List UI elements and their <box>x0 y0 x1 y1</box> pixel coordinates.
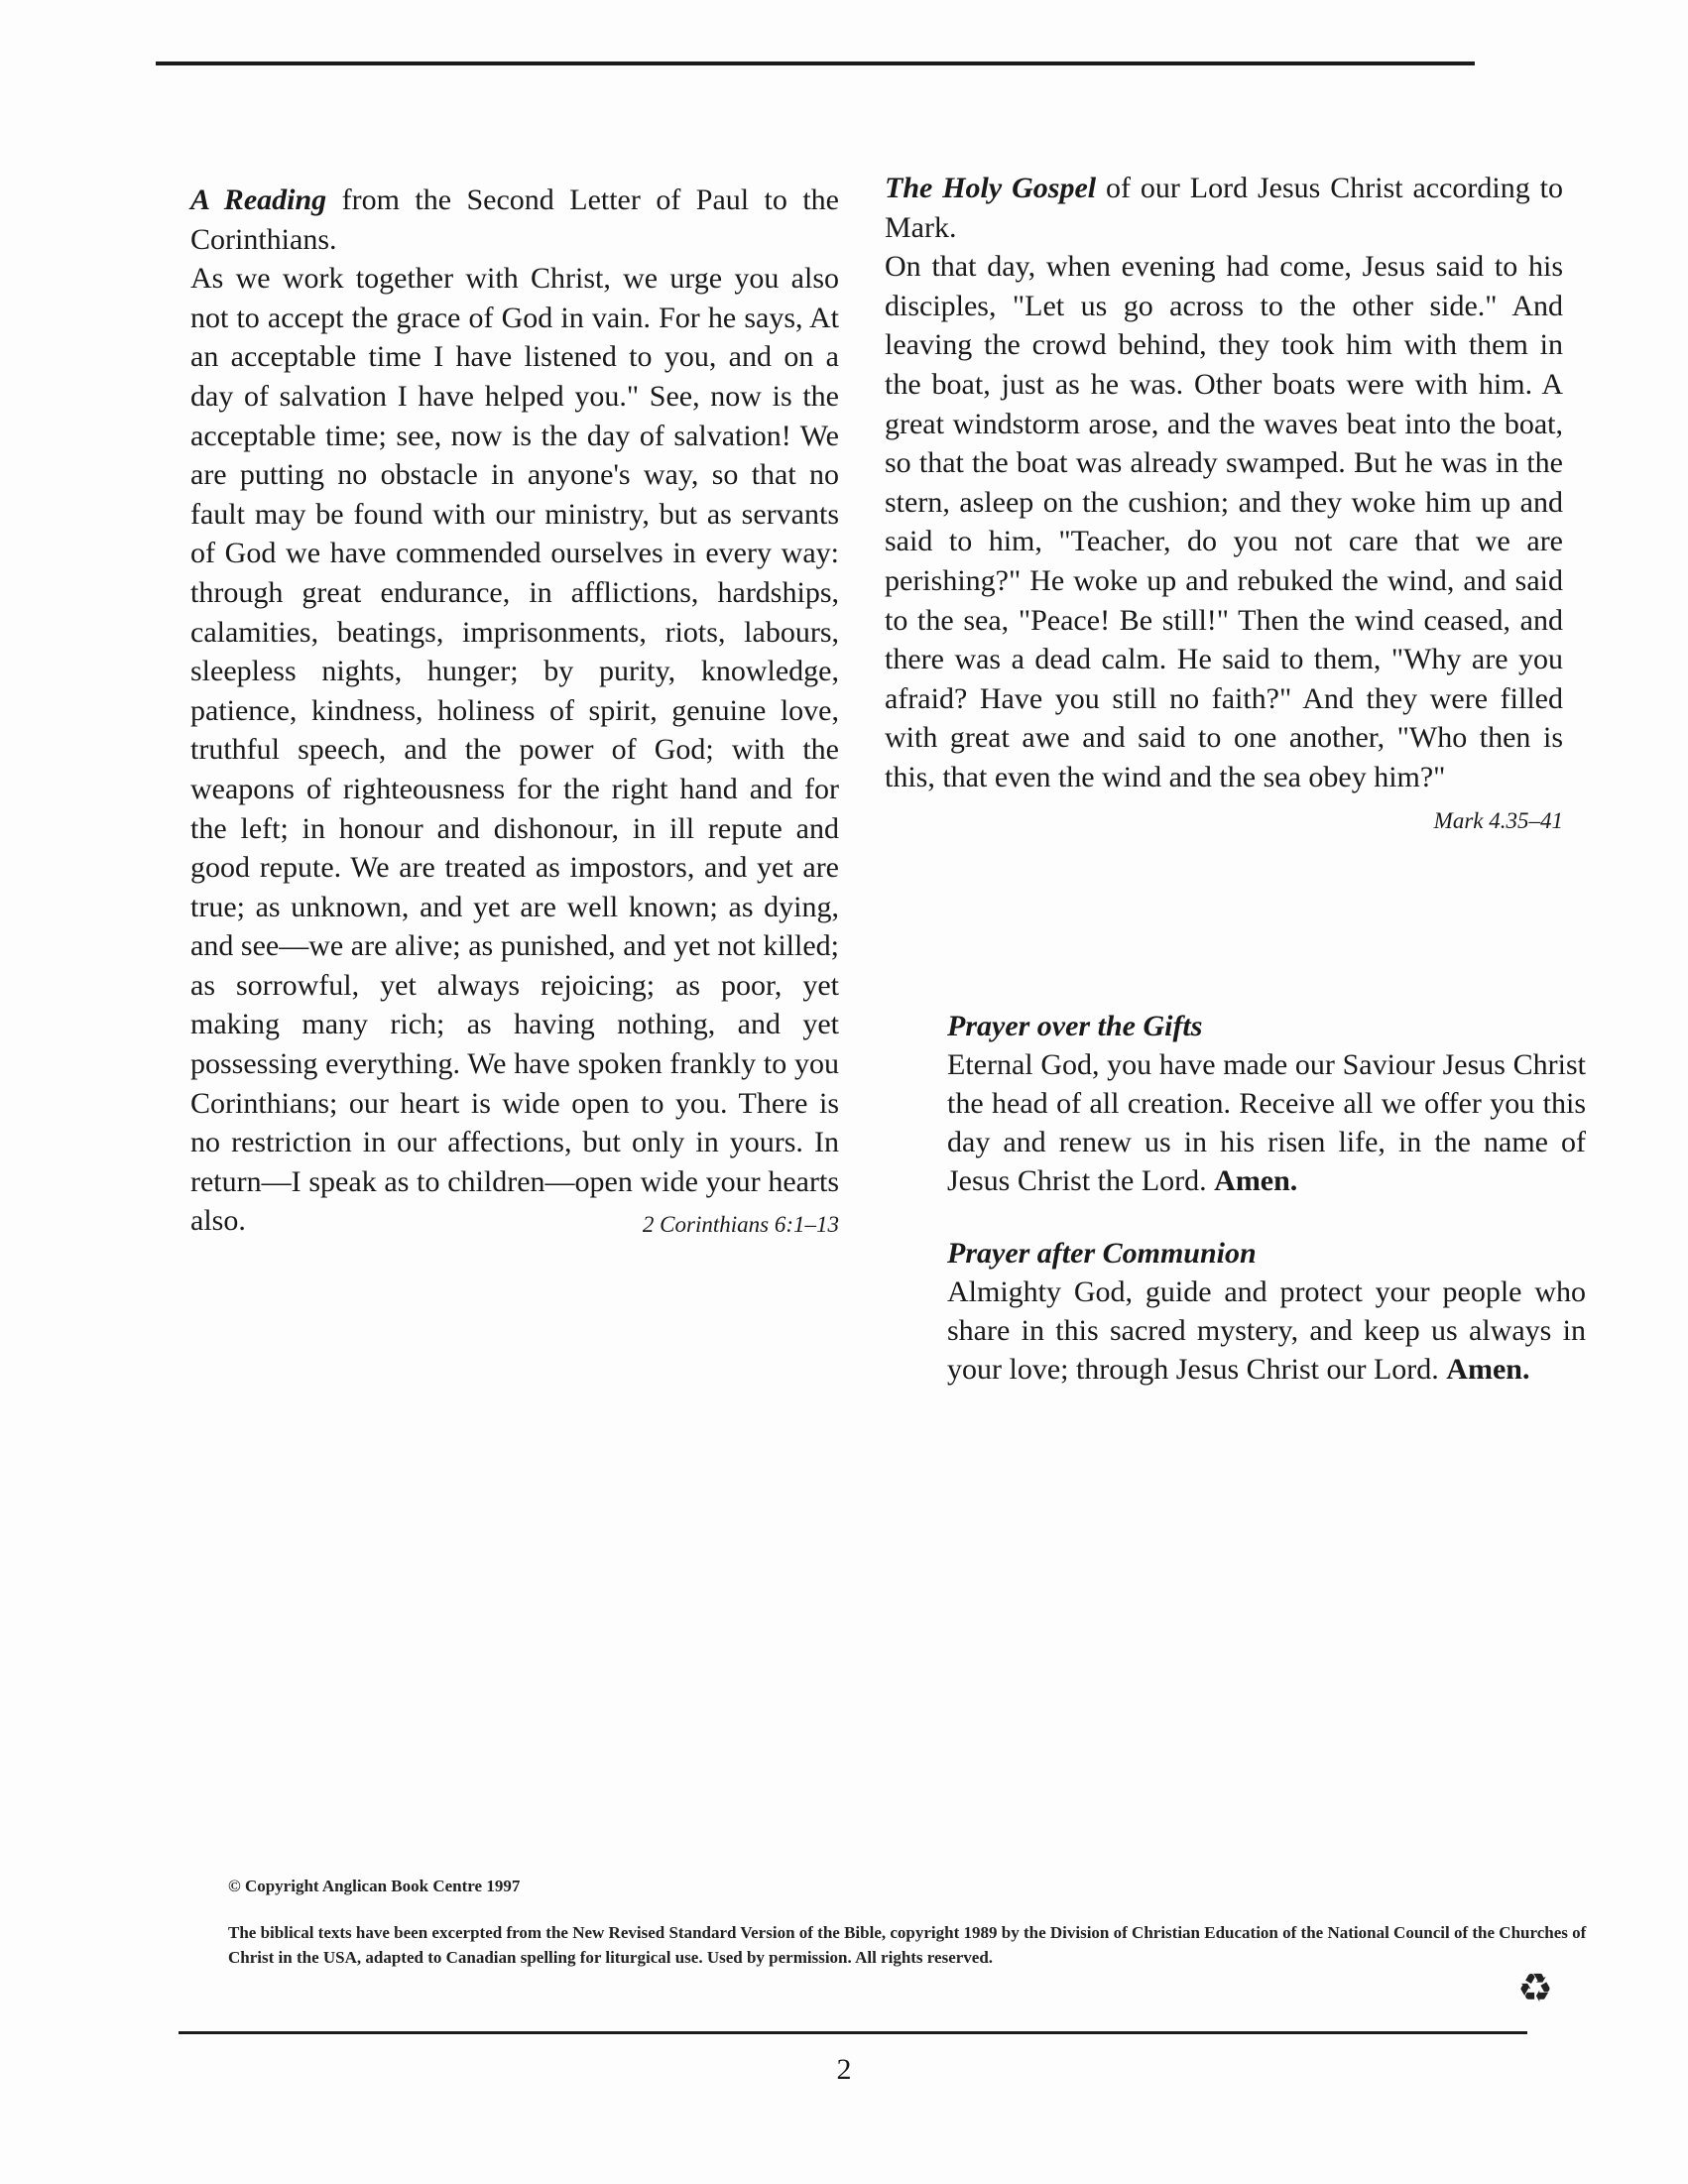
prayers-section <box>947 1007 1586 1389</box>
reading-title: A Reading <box>190 183 327 216</box>
prayer-communion-body: Almighty God, guide and protect your people who share in this sacred mystery, and keep us always in your love; through Jesus Christ our Lord. <box>947 1275 1586 1386</box>
reading-heading <box>190 181 839 259</box>
gospel-reference: Mark 4.35–41 <box>1433 807 1563 833</box>
prayer-communion-title: Prayer after Communion <box>947 1237 1257 1270</box>
gospel-intro: of our Lord Jesus Christ according to Mark. <box>885 172 1563 244</box>
gospel-title: The Holy Gospel <box>885 172 1097 204</box>
copyright-notice: © Copyright Anglican Book Centre 1997 <box>228 1877 521 1895</box>
page-number: 2 <box>836 2053 852 2086</box>
reading-body-para <box>190 259 839 1241</box>
gospel-body-para <box>885 247 1563 833</box>
prayer-gifts-body: Eternal God, you have made our Saviour Jesus Christ the head of all creation. Receive all we offer you this day and renew us in his risen life, in the name of Jesus Christ the Lord. <box>947 1048 1586 1197</box>
prayer-communion-amen: Amen. <box>1446 1353 1530 1386</box>
gospel-body: On that day, when evening had come, Jesus said to his disciples, "Let us go across to the other side." And leaving the crowd behind, they took him with them in the boat, just as he was. Other boats were with him. A great windstorm arose, and the waves beat into the boat, so that the boat was already swamped. But he was in the stern, asleep on the cushion; and they woke him up and said to him, "Teacher, do you not care that we are perishing?" He woke up and rebuked the wind, and said to the sea, "Peace! Be still!" Then the wind ceased, and there was a dead calm. He said to them, "Why are you afraid? Have you still no faith?" And they were filled with great awe and said to one another, "Who then is this, that even the wind and the sea obey him?" <box>885 250 1563 793</box>
reading-reference: 2 Corinthians 6:1–13 <box>642 1212 839 1238</box>
prayer-communion-text <box>947 1273 1586 1389</box>
recycle-icon: ♻ <box>1517 1966 1553 2010</box>
prayer-gifts-title: Prayer over the Gifts <box>947 1010 1203 1042</box>
epistle-reading <box>190 181 839 1245</box>
bible-credits: The biblical texts have been excerpted from the New Revised Standard Version of the Bible, copyright 1989 by the Division of Christian Education of the National Council of the Churches of Christ in the USA, adapted to Canadian spelling for liturgical use. Used by permission. All rights reserved. <box>228 1923 1587 1967</box>
gospel-heading <box>885 169 1563 247</box>
reading-intro: from the Second Letter of Paul to the Corinthians. <box>190 183 839 256</box>
gospel-reading <box>885 169 1563 840</box>
prayer-gifts-text <box>947 1045 1586 1200</box>
top-rule <box>156 61 1475 65</box>
prayer-gifts-amen: Amen. <box>1214 1164 1298 1197</box>
prayer-spacer <box>947 1200 1586 1234</box>
reading-body: As we work together with Christ, we urge you also not to accept the grace of God in vain. For he says, At an acceptable time I have listened to you, and on a day of salvation I have helped you." See, now is the acceptable time; see, now is the day of salvation! We are putting no obstacle in anyone's way, so that no fault may be found with our ministry, but as servants of God we have commended ourselves in every way: through great endurance, in afflictions, hardships, calamities, beatings, imprisonments, riots, labours, sleepless nights, hunger; by purity, knowledge, patience, kindness, holiness of spirit, genuine love, truthful speech, and the power of God; with the weapons of righteousness for the right hand and for the left; in honour and dishonour, in ill repute and good repute. We are treated as impostors, and yet are true; as unknown, and yet are well known; as dying, and see—we are alive; as punished, and yet not killed; as sorrowful, yet always rejoicing; as poor, yet making many rich; as having nothing, and yet possessing everything. We have spoken frankly to you Corinthians; our heart is wide open to you. There is no restriction in our affections, but only in yours. In return—I speak as to children—open wide your hearts also. <box>190 262 839 1238</box>
bottom-rule <box>179 2031 1527 2034</box>
